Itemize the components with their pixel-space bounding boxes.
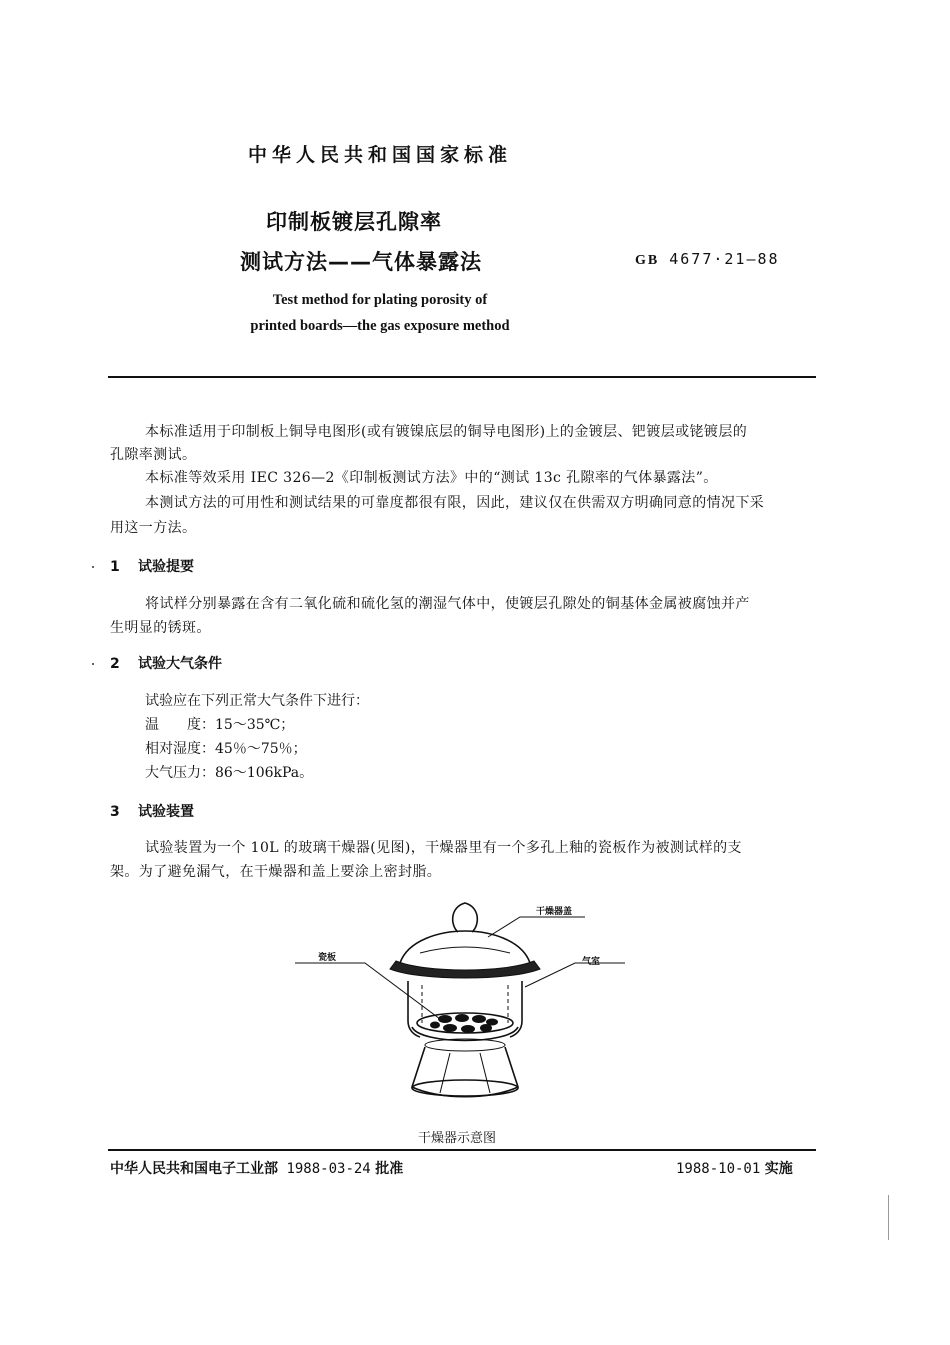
leader-lid bbox=[488, 917, 585, 937]
document-title-line1: 印制板镀层孔隙率 bbox=[266, 210, 442, 234]
condition-temperature: 温 度：15～35℃； bbox=[145, 717, 295, 733]
standard-code: 4677·21—88 bbox=[669, 250, 780, 268]
vessel-base bbox=[412, 1047, 518, 1097]
condition-pressure: 大气压力：86～106kPa。 bbox=[145, 765, 314, 781]
label-plate: 瓷板 bbox=[318, 953, 337, 963]
section-1-text-line1: 将试样分别暴露在含有二氧化硫和硫化氢的潮湿气体中，使镀层孔隙处的铜基体金属被腐蚀并产 bbox=[145, 596, 750, 612]
intro-p3-line1: 本测试方法的可用性和测试结果的可靠度都很有限，因此，建议仅在供需双方明确同意的情况下采 bbox=[145, 495, 765, 511]
lid-rim bbox=[390, 961, 540, 978]
intro-p3-line2: 用这一方法。 bbox=[110, 520, 197, 536]
scan-speck bbox=[92, 663, 94, 665]
section-1-text-line2: 生明显的锈斑。 bbox=[110, 620, 211, 636]
english-title-line1: Test method for plating porosity of bbox=[272, 292, 488, 308]
footer-issuer: 中华人民共和国电子工业部 bbox=[110, 1161, 278, 1177]
intro-p1-line2: 孔隙率测试。 bbox=[110, 447, 197, 463]
footer-effective bbox=[676, 1158, 793, 1178]
standard-prefix: GB bbox=[635, 253, 660, 268]
desiccator-diagram bbox=[290, 895, 640, 1120]
intro-p2: 本标准等效采用 IEC 326—2《印制板测试方法》中的“测试 13c 孔隙率的气体暴露法”。 bbox=[145, 470, 718, 486]
section-3-title: 试验装置 bbox=[138, 804, 194, 820]
effective-date: 1988-10-01 bbox=[676, 1161, 761, 1177]
standard-number bbox=[635, 250, 780, 269]
label-lid: 干燥器盖 bbox=[536, 907, 573, 917]
approval-date: 1988-03-24 bbox=[286, 1161, 371, 1177]
vessel-wall-left bbox=[408, 981, 420, 1037]
section-3-heading bbox=[110, 801, 194, 821]
title-divider bbox=[108, 376, 816, 378]
section-3-number: 3 bbox=[110, 804, 120, 820]
section-2-heading bbox=[110, 653, 222, 673]
leader-chamber bbox=[525, 963, 625, 987]
vessel-wall-right bbox=[510, 981, 522, 1037]
section-3-text-line2: 架。为了避免漏气，在干燥器和盖上要涂上密封脂。 bbox=[110, 864, 442, 880]
footer-approval bbox=[110, 1158, 403, 1178]
document-title-line2: 测试方法——气体暴露法 bbox=[240, 250, 482, 274]
scan-edge-mark bbox=[888, 1195, 889, 1240]
approval-word: 批准 bbox=[375, 1161, 404, 1177]
section-1-title: 试验提要 bbox=[138, 559, 194, 575]
intro-p1-line1: 本标准适用于印制板上铜导电图形(或有镀镍底层的铜导电图形)上的金镀层、钯镀层或铑镀层的 bbox=[145, 424, 748, 440]
standard-body-heading: 中华人民共和国国家标准 bbox=[247, 144, 512, 166]
section-2-number: 2 bbox=[110, 656, 120, 672]
section-2-title: 试验大气条件 bbox=[138, 656, 222, 672]
condition-humidity: 相对湿度：45％～75％； bbox=[145, 741, 307, 757]
label-chamber: 气室 bbox=[582, 957, 601, 967]
section-1-number: 1 bbox=[110, 559, 120, 575]
effective-word: 实施 bbox=[764, 1161, 793, 1177]
footer-divider bbox=[108, 1149, 816, 1151]
scan-speck bbox=[92, 566, 94, 568]
lid-knob bbox=[453, 903, 478, 932]
section-1-heading bbox=[110, 556, 194, 576]
section-2-intro: 试验应在下列正常大气条件下进行： bbox=[145, 693, 369, 709]
english-title-line2: printed boards—the gas exposure method bbox=[250, 318, 510, 334]
section-3-text-line1: 试验装置为一个 10L 的玻璃干燥器(见图)，干燥器里有一个多孔上釉的瓷板作为被测试样的支 bbox=[145, 840, 742, 856]
figure-caption: 干燥器示意图 bbox=[418, 1131, 497, 1146]
